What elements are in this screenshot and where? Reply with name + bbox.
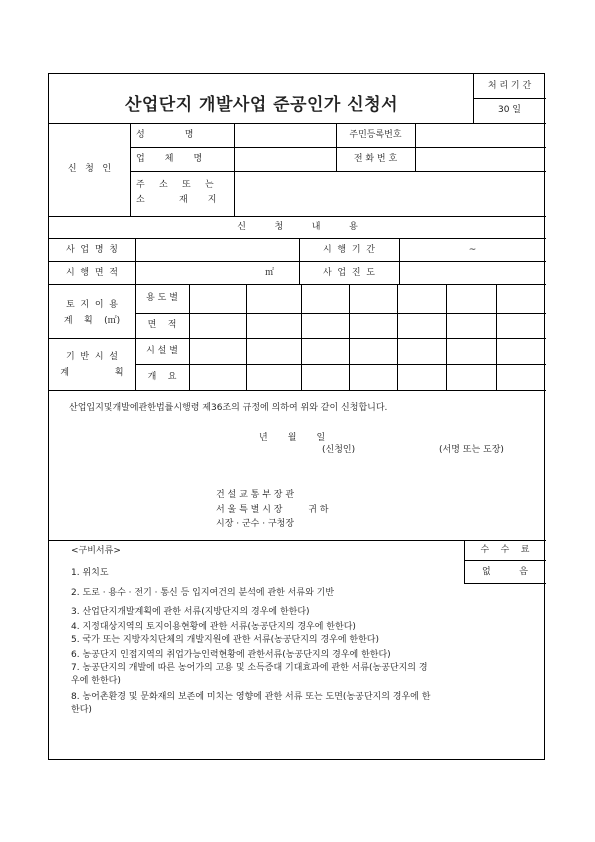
divider (135, 364, 546, 365)
document-item: 6. 농공단지 인접지역의 취업가능인력현황에 관한서류(농공단지의 경우에 한한다) (71, 650, 391, 660)
content-header: 신 청 내 용 (237, 222, 358, 232)
area-unit: ㎡ (265, 268, 275, 278)
date-line: 년 월 일 (259, 433, 326, 443)
recipient-minister: 건 설 교 통 부 장 관 (216, 490, 295, 500)
divider (464, 583, 546, 584)
infra-label-line1: 기 반 시 설 (66, 352, 118, 362)
processing-period-label: 처 리 기 간 (487, 81, 532, 91)
divider (397, 284, 398, 390)
document-item: 4. 지정대상지역의 토지이용현황에 관한 서류(농공단지의 경우에 한한다) (71, 622, 356, 632)
form-title: 산업단지 개발사업 준공인가 신청서 (124, 95, 399, 115)
address-label-line2: 소 재 지 (136, 195, 217, 205)
document-item: 2. 도로 · 용수 · 전기 · 통신 등 입지여건의 분석에 관한 서류와 기반 (71, 588, 335, 598)
address-field[interactable] (235, 172, 545, 215)
divider (349, 284, 350, 390)
applicant-section-label: 신 청 인 (67, 164, 112, 174)
document-item: 5. 국가 또는 지방자치단체의 개발지원에 관한 서류(농공단지의 경우에 한한다) (71, 635, 380, 645)
divider (49, 338, 546, 339)
company-field[interactable] (235, 148, 335, 170)
divider (473, 98, 546, 99)
phone-field[interactable] (416, 148, 545, 170)
recipient-local-head: 시장 · 군수 · 구청장 (216, 519, 295, 529)
divider (189, 284, 190, 390)
document-item: 우에 한한다) (71, 676, 121, 686)
fee-value: 없 음 (482, 567, 528, 577)
company-label: 업 체 명 (136, 154, 203, 164)
divider (301, 284, 302, 390)
divider (246, 284, 247, 390)
fee-label: 수 수 료 (480, 545, 530, 555)
legal-statement: 산업입지및개발에관한법률시행령 제36조의 규정에 의하여 위와 같이 신청합니다. (69, 403, 388, 413)
project-name-field[interactable] (136, 239, 298, 260)
divider (446, 284, 447, 390)
land-use-label-line1: 토 지 이 용 (66, 300, 118, 310)
period-tilde: ~ (468, 245, 477, 255)
id-number-label: 주민등록번호 (349, 130, 402, 140)
phone-label: 전 화 번 호 (353, 154, 398, 164)
applicant-line: (신청인) (322, 445, 356, 455)
period-label: 시 행 기 간 (323, 245, 375, 255)
address-label-line1: 주 소 또 는 (136, 180, 214, 190)
divider (49, 216, 546, 217)
documents-header: <구비서류> (71, 546, 121, 556)
divider (49, 540, 546, 541)
by-use-label: 용 도 별 (146, 293, 178, 303)
by-facility-label: 시 설 별 (146, 346, 178, 356)
name-field[interactable] (235, 124, 335, 146)
document-item: 8. 농어촌환경 및 문화재의 보존에 미치는 영향에 관한 서류 또는 도면(농공단지의 경우에 한 (71, 692, 431, 702)
document-item: 한다) (71, 705, 92, 715)
progress-label: 사 업 진 도 (323, 268, 375, 278)
name-label: 성 명 (136, 130, 194, 140)
divider (130, 123, 131, 216)
application-form (48, 73, 545, 760)
signature-line: (서명 또는 도장) (439, 445, 504, 455)
id-number-field[interactable] (416, 124, 545, 146)
document-item: 7. 농공단지의 개발에 따른 농어가의 고용 및 소득증대 기대효과에 관한 서류(농공단지의 경 (71, 663, 428, 673)
progress-field[interactable] (400, 262, 545, 283)
processing-period-value: 30 일 (497, 105, 521, 115)
divider (135, 313, 546, 314)
divider (496, 284, 497, 390)
area-label: 시 행 면 적 (66, 268, 118, 278)
divider (49, 390, 546, 391)
project-name-label: 사 업 명 칭 (66, 245, 118, 255)
divider (49, 284, 546, 285)
land-use-label-line2: 계 획 (㎡) (63, 316, 121, 326)
divider (464, 560, 546, 561)
summary-label: 개 요 (147, 372, 177, 382)
document-item: 1. 위치도 (71, 568, 109, 578)
area-sub-label: 면 적 (147, 320, 177, 330)
infra-label-line2: 계 획 (60, 368, 124, 378)
recipient-mayor: 서 울 특 별 시 장 귀 하 (216, 505, 329, 515)
document-item: 3. 산업단지개발계획에 관한 서류(지방단지의 경우에 한한다) (71, 607, 310, 617)
